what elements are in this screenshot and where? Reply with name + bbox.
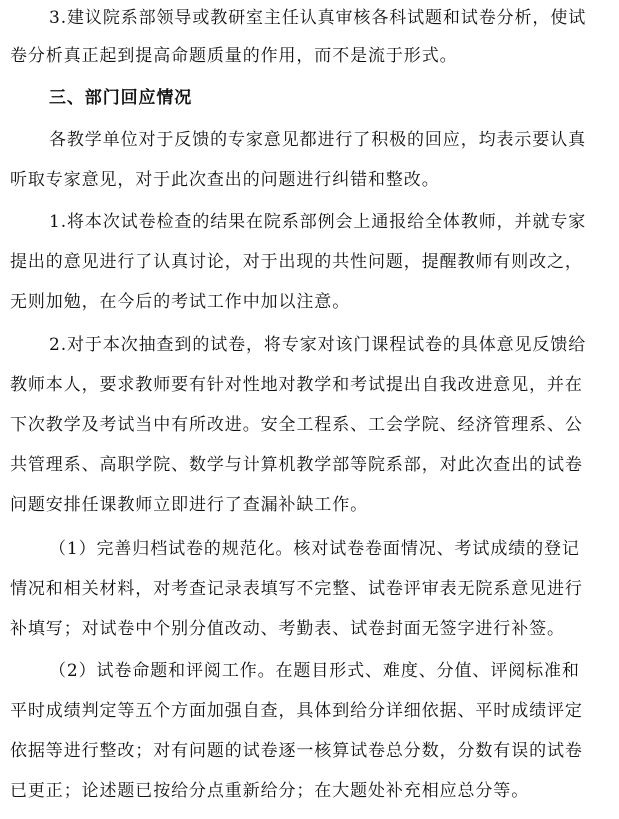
subitem-1-line-1: （1）完善归档试卷的规范化。核对试卷卷面情况、考试成绩的登记 (49, 539, 580, 559)
subitem-1-line-3: 补填写；对试卷中个别分值改动、考勤表、试卷封面无签字进行补签。 (10, 619, 565, 639)
paragraph-3-line-2: 卷分析真正起到提高命题质量的作用，而不是流于形式。 (10, 46, 458, 66)
item-1-line-1: 1.将本次试卷检查的结果在院系部例会上通报给全体教师，并就专家 (49, 212, 587, 232)
item-2-line-1: 2.对于本次抽查到的试卷，将专家对该门课程试卷的具体意见反馈给 (49, 335, 587, 355)
subitem-2-line-2: 平时成绩判定等五个方面加强自查，具体到给分详细依据、平时成绩评定 (10, 701, 583, 721)
subitem-2-line-3: 依据等进行整改；对有问题的试卷逐一核算试卷总分数，分数有误的试卷 (10, 741, 583, 761)
item-2-line-5: 问题安排任课教师立即进行了查漏补缺工作。 (10, 495, 368, 515)
intro-line-1: 各教学单位对于反馈的专家意见都进行了积极的回应，均表示要认真 (49, 130, 586, 150)
item-2-line-3: 下次教学及考试当中有所改进。安全工程系、工会学院、经济管理系、公 (10, 415, 583, 435)
paragraph-3-line-1: 3.建议院系部领导或教研室主任认真审核各科试题和试卷分析，使试 (49, 8, 587, 28)
item-2-line-2: 教师本人，要求教师要有针对性地对教学和考试提出自我改进意见，并在 (10, 375, 583, 395)
item-2-line-4: 共管理系、高职学院、数学与计算机教学部等院系部，对此次查出的试卷 (10, 455, 583, 475)
subitem-1-line-2: 情况和相关材料，对考查记录表填写不完整、试卷评审表无院系意见进行 (10, 579, 583, 599)
section-heading: 三、部门回应情况 (49, 88, 193, 108)
subitem-2-line-1: （2）试卷命题和评阅工作。在题目形式、难度、分值、评阅标准和 (49, 661, 580, 681)
subitem-2-line-4: 已更正；论述题已按给分点重新给分；在大题处补充相应总分等。 (10, 781, 530, 801)
intro-line-2: 听取专家意见，对于此次查出的问题进行纠错和整改。 (10, 170, 440, 190)
item-1-line-3: 无则加勉，在今后的考试工作中加以注意。 (10, 292, 351, 312)
item-1-line-2: 提出的意见进行了认真讨论，对于出现的共性问题，提醒教师有则改之， (10, 252, 583, 272)
